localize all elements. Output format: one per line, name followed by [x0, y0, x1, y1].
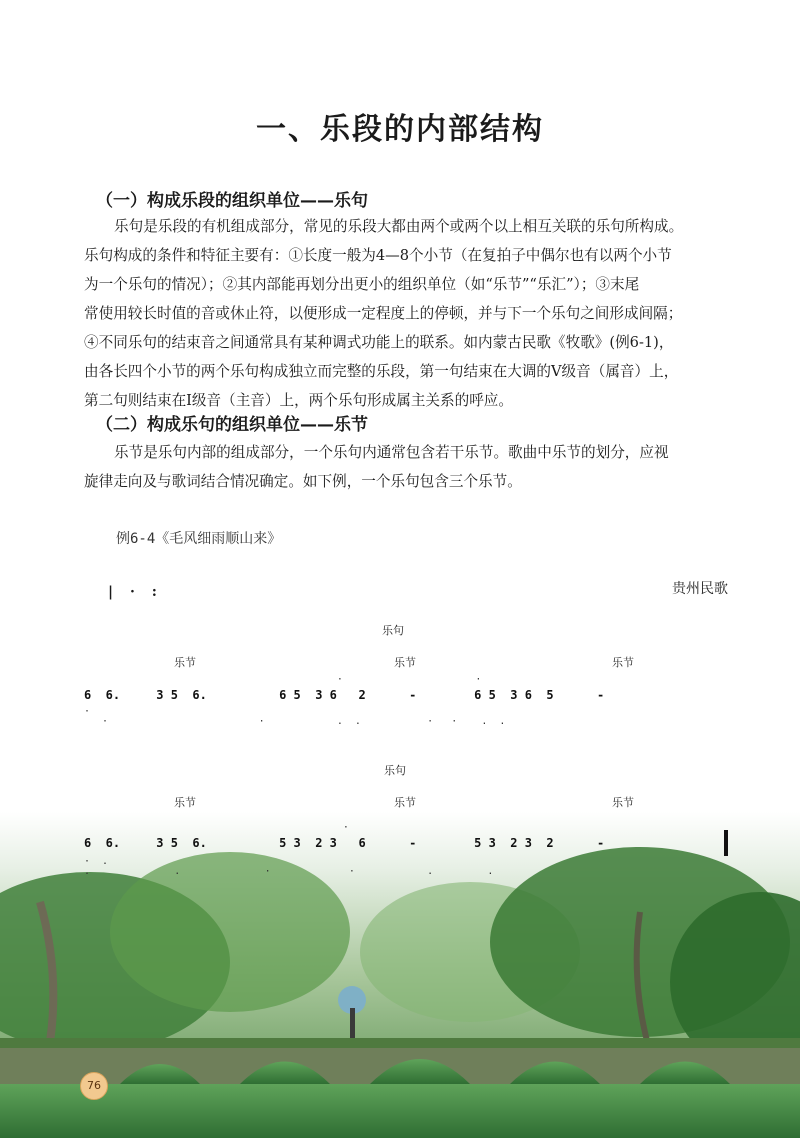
sub-phrase-label: 乐节: [394, 796, 416, 809]
paragraph-line: 第二句则结束在Ⅰ级音（主音）上，两个乐句形成属主关系的呼应。: [84, 392, 513, 409]
paragraph-line: 乐句是乐段的有机组成部分，常见的乐段大都由两个或两个以上相互关联的乐句所构成。: [114, 218, 684, 235]
section-heading-1: （一）构成乐段的组织单位——乐句: [96, 191, 368, 211]
sub-phrase-label: 乐节: [394, 656, 416, 669]
sub-phrase-label: 乐节: [174, 656, 196, 669]
paragraph-line: 乐节是乐句内部的组成部分，一个乐句内通常包含若干乐节。歌曲中乐节的划分，应视: [114, 444, 669, 461]
paragraph-line: 旋律走向及与歌词结合情况确定。如下例，一个乐句包含三个乐节。: [84, 473, 522, 490]
section-heading-2: （二）构成乐句的组织单位——乐节: [96, 415, 368, 435]
paragraph-line: 乐句构成的条件和特征主要有：①长度一般为4—8个小节（在复拍子中偶尔也有以两个小节: [84, 247, 672, 264]
sub-phrase-label: 乐节: [612, 656, 634, 669]
paragraph-line: ④不同乐句的结束音之间通常具有某种调式功能上的联系。如内蒙古民歌《牧歌》(例6-1)，: [84, 334, 674, 351]
notation-dots-above: ·: [84, 822, 349, 833]
notation-dots-below: · .: [84, 856, 518, 867]
notation-dots-below: ·: [84, 706, 542, 717]
final-barline: [724, 830, 728, 856]
section-2-paragraph: [84, 438, 734, 496]
phrase-label: 乐句: [382, 624, 404, 637]
notation-dots-above: · ·: [84, 674, 482, 685]
sub-phrase-label: 乐节: [612, 796, 634, 809]
notation-line: 6 6. 3 5 6. 6 5 3 6 2 - 6 5 3 6 5 -: [84, 688, 605, 702]
page-title: 一、乐段的内部结构: [256, 112, 544, 147]
song-origin: 贵州民歌: [672, 581, 728, 597]
phrase-label: 乐句: [384, 764, 406, 777]
page-number: 76: [80, 1072, 108, 1100]
time-signature: | · :: [108, 584, 163, 600]
notation-line: 6 6. 3 5 6. 5 3 2 3 6 - 5 3 2 3 2 -: [84, 836, 605, 850]
example-title: 例6-4《毛风细雨顺山来》: [116, 531, 282, 547]
section-1-paragraph: [84, 212, 734, 415]
notation-dots-below: · · . . · · . .: [84, 716, 506, 727]
notation-dots-below: . . · · . .: [84, 866, 494, 877]
paragraph-line: 为一个乐句的情况）；②其内部能再划分出更小的组织单位（如“乐节”“乐汇”）；③末尾: [84, 276, 640, 293]
sub-phrase-label: 乐节: [174, 796, 196, 809]
paragraph-line: 由各长四个小节的两个乐句构成独立而完整的乐段，第一句结束在大调的Ⅴ级音（属音）上，: [84, 363, 679, 380]
paragraph-line: 常使用较长时值的音或休止符，以便形成一定程度上的停顿，并与下一个乐句之间形成间隔；: [84, 305, 683, 322]
